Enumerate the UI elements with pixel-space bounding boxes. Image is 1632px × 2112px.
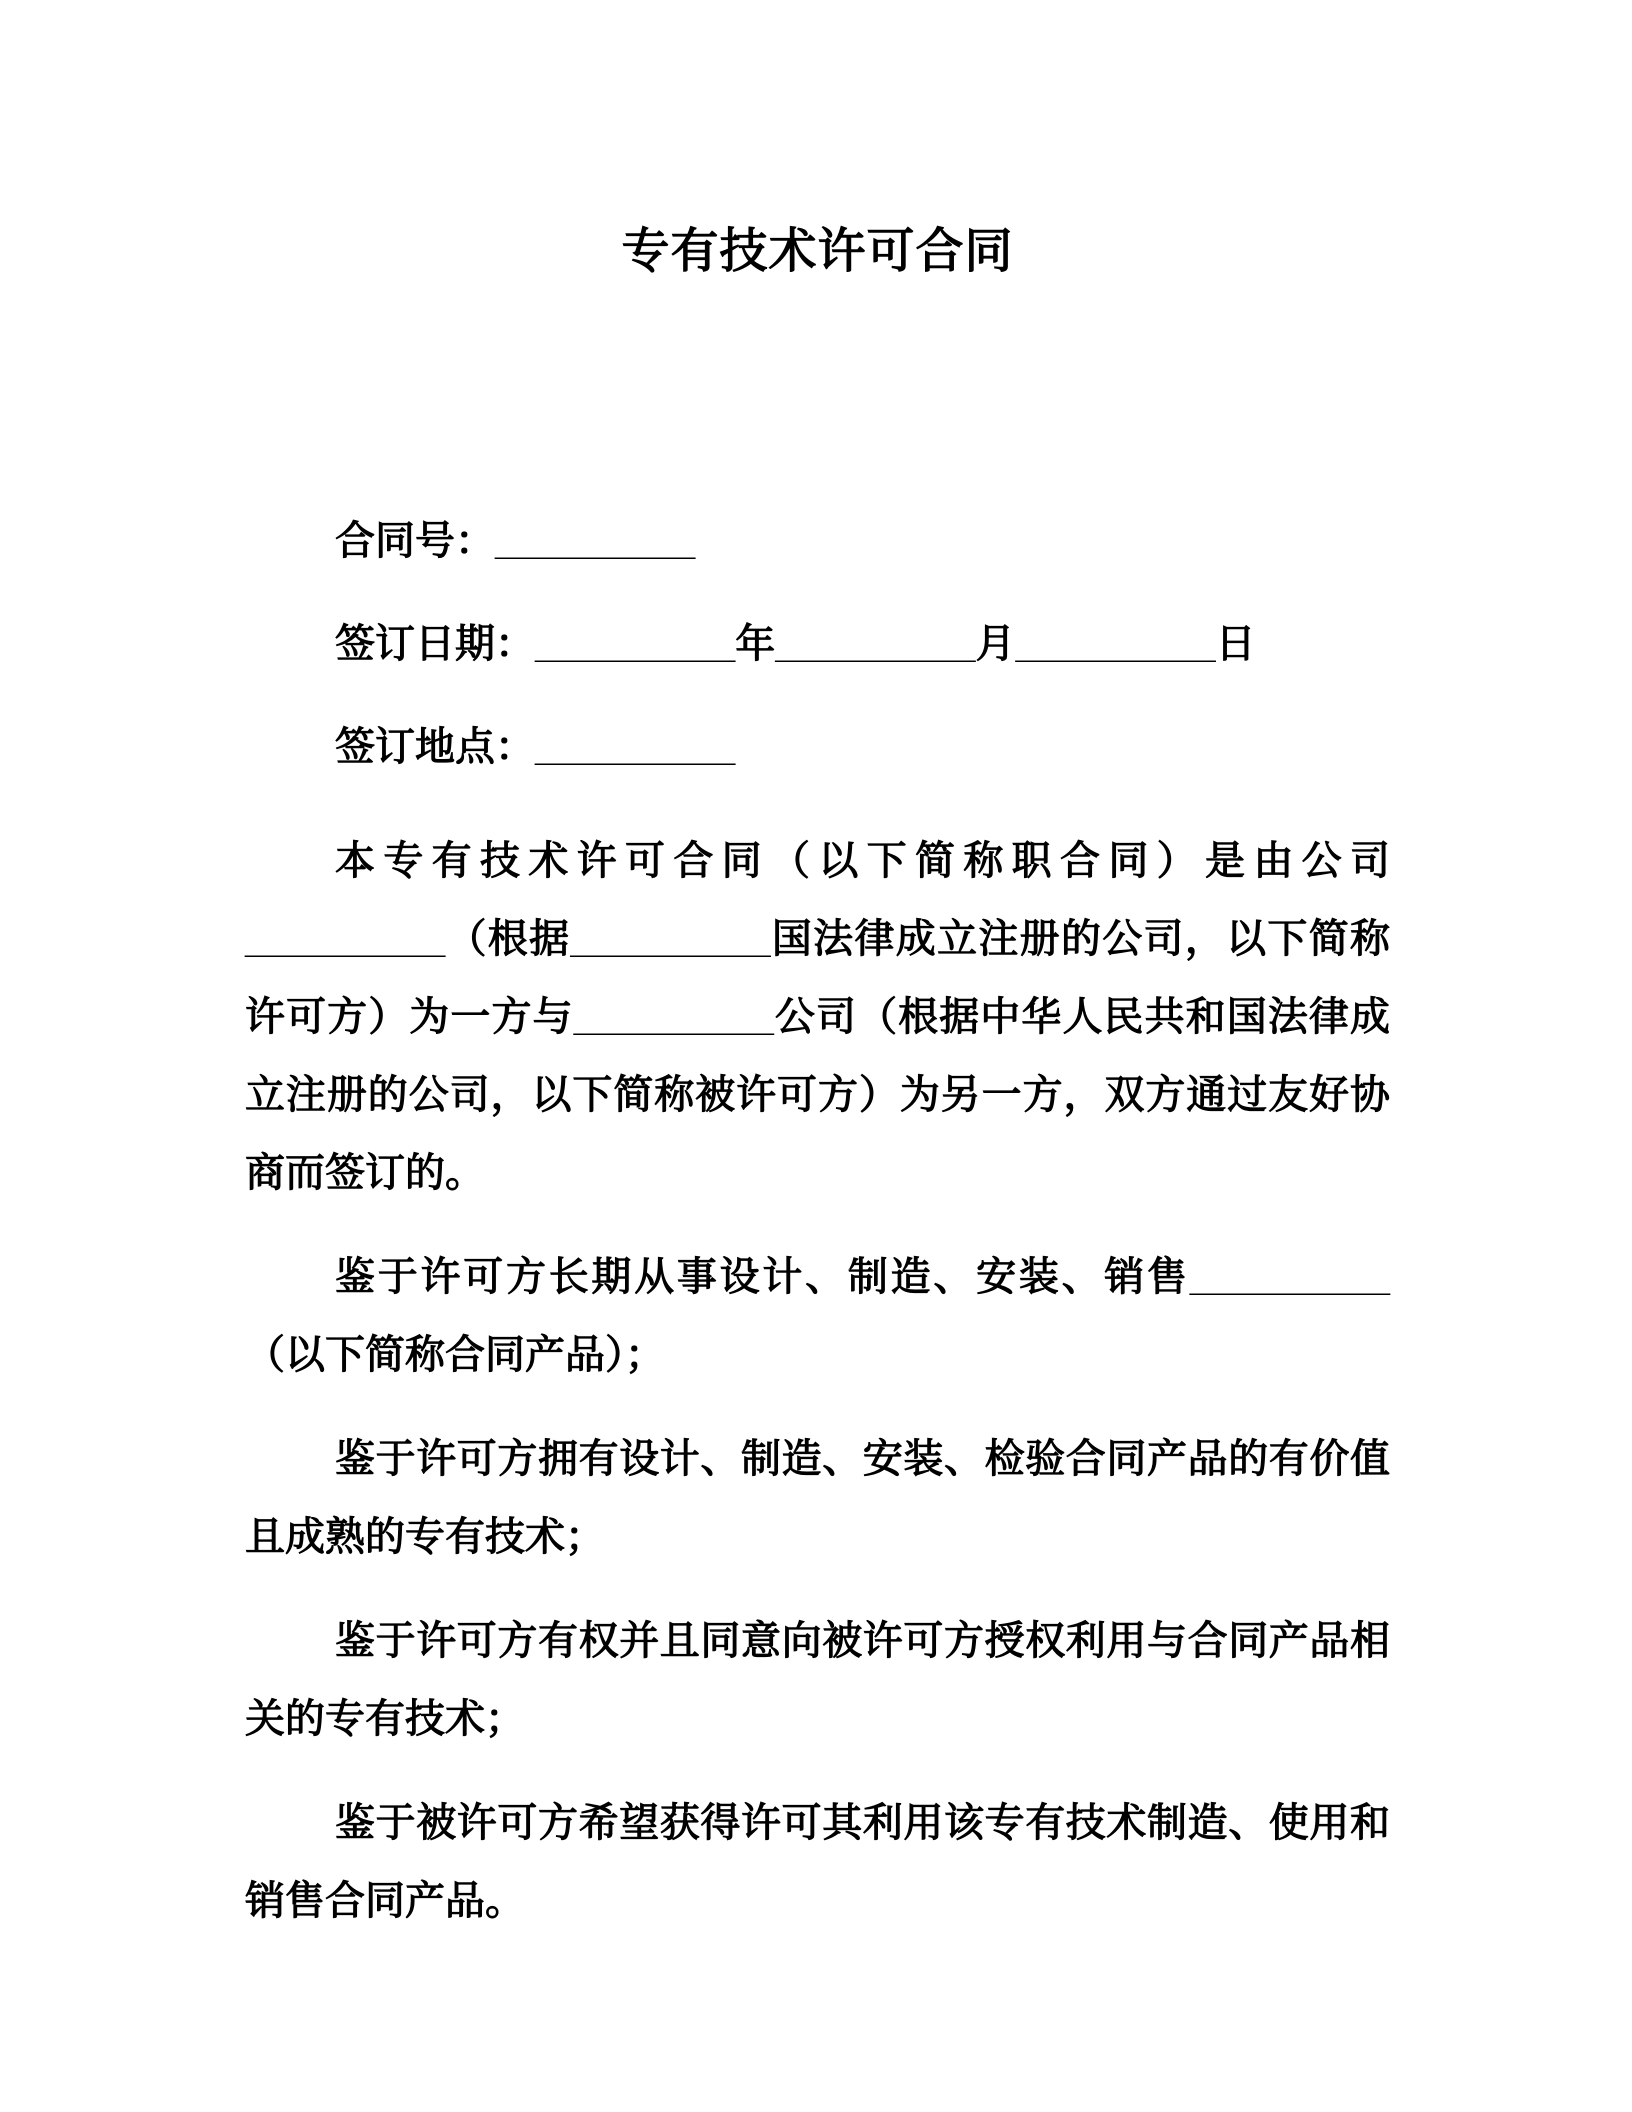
whereas-paragraph-2: 鉴于许可方拥有设计、制造、安装、检验合同产品的有价值且成熟的专有技术； [245,1437,1390,1559]
contract-number-line [245,513,1390,569]
whereas-paragraph-1: 鉴于许可方长期从事设计、制造、安装、销售_________ （以下简称合同产品）； [245,1255,1390,1377]
contract-number-label: 合同号： [335,519,495,563]
document-title: 专有技术许可合同 [621,225,1014,278]
meta-section [245,513,1390,775]
day-unit-label: 日 [1215,622,1256,666]
sign-date-year-blank: _________ [535,622,736,666]
preamble-paragraph: 本专有技术许可合同（以下简称职合同）是由公司_________（根据_________国法律成立注册的公司，以下简称许可方）为一方与_________公司（根据中华人民共和国法律成立注册的公司，以下简称被许可方）为另一方，双方通过友好协商而签订的。 [245,839,1390,1195]
contract-body [245,822,1390,1940]
month-unit-label: 月 [975,622,1016,666]
sign-place-blank: _________ [535,725,736,769]
sign-date-line [245,616,1390,672]
sign-date-day-blank: _________ [1015,622,1216,666]
year-unit-label: 年 [735,622,776,666]
sign-place-label: 签订地点： [335,725,535,769]
sign-date-label: 签订日期： [335,622,535,666]
contract-number-blank: _________ [495,519,696,563]
sign-date-month-blank: _________ [775,622,976,666]
whereas-paragraph-3: 鉴于许可方有权并且同意向被许可方授权利用与合同产品相关的专有技术； [245,1619,1390,1741]
sign-place-line [245,719,1390,775]
whereas-paragraph-4: 鉴于被许可方希望获得许可其利用该专有技术制造、使用和销售合同产品。 [245,1801,1390,1923]
